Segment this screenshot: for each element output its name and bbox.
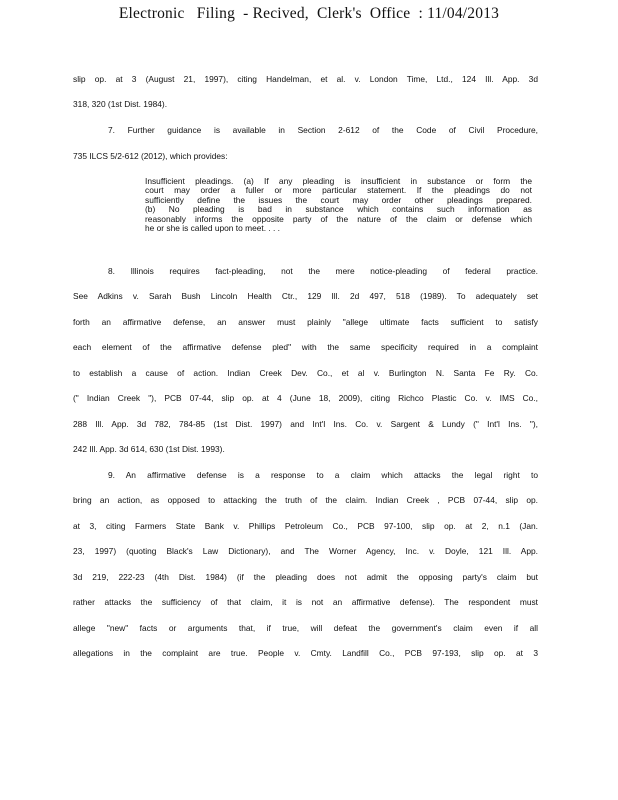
quote-line: court may order a fuller or more particular statement. If the pleadings do not bbox=[145, 185, 532, 196]
body-line: to establish a cause of action. Indian Creek Dev. Co., et al v. Burlington N. Santa Fe Ry. Co. bbox=[73, 368, 538, 378]
body-line: forth an affirmative defense, an answer must plainly "allege ultimate facts sufficient to satisfy bbox=[73, 317, 538, 327]
paragraph-8-start: 8. Illinois requires fact-pleading, not the mere notice-pleading of federal practice. bbox=[108, 266, 538, 276]
body-line: at 3, citing Farmers State Bank v. Phillips Petroleum Co., PCB 97-100, slip op. at 2, n.1 (Jan. bbox=[73, 521, 538, 531]
body-line: 288 Ill. App. 3d 782, 784-85 (1st Dist. 1997) and Int'l Ins. Co. v. Sargent & Lundy (" Int'l Ins. "), bbox=[73, 419, 538, 429]
body-line: bring an action, as opposed to attacking the truth of the claim. Indian Creek , PCB 07-44, slip op. bbox=[73, 495, 538, 505]
body-line: rather attacks the sufficiency of that claim, it is not an affirmative defense). The respondent must bbox=[73, 597, 538, 607]
body-line: (" Indian Creek "), PCB 07-44, slip op. at 4 (June 18, 2009), citing Richco Plastic Co. v. IMS Co., bbox=[73, 393, 538, 403]
quote-line: (b) No pleading is bad in substance which contains such information as bbox=[145, 204, 532, 215]
body-line: 242 Ill. App. 3d 614, 630 (1st Dist. 1993). bbox=[73, 444, 225, 454]
paragraph-9-start: 9. An affirmative defense is a response to a claim which attacks the legal right to bbox=[108, 470, 538, 480]
body-line: See Adkins v. Sarah Bush Lincoln Health Ctr., 129 Ill. 2d 497, 518 (1989). To adequately set bbox=[73, 291, 538, 301]
body-line: 318, 320 (1st Dist. 1984). bbox=[73, 99, 168, 109]
body-line: 3d 219, 222-23 (4th Dist. 1984) (if the pleading does not admit the opposing party's claim but bbox=[73, 572, 538, 582]
quote-line: sufficiently define the issues the court may order other pleadings prepared. bbox=[145, 194, 532, 205]
block-quote bbox=[145, 177, 532, 233]
paragraph-7-start: 7. Further guidance is available in Section 2-612 of the Code of Civil Procedure, bbox=[108, 125, 538, 135]
body-line: allege "new" facts or arguments that, if true, will defeat the government's claim even if all bbox=[73, 623, 538, 633]
quote-line: reasonably informs the opposite party of the nature of the claim or defense which bbox=[145, 213, 532, 224]
body-line: each element of the affirmative defense pled" with the same specificity required in a complaint bbox=[73, 342, 538, 352]
body-line: 23, 1997) (quoting Black's Law Dictionary), and The Worner Agency, Inc. v. Doyle, 121 Ill. App. bbox=[73, 546, 538, 556]
body-line: slip op. at 3 (August 21, 1997), citing Handelman, et al. v. London Time, Ltd., 124 Ill. App. 3d bbox=[73, 74, 538, 84]
quote-line: Insufficient pleadings. (a) If any pleading is insufficient in substance or form the bbox=[145, 176, 532, 186]
filing-header: Electronic Filing - Recived, Clerk's Office : 11/04/2013 bbox=[118, 5, 500, 22]
body-line: allegations in the complaint are true. People v. Cmty. Landfill Co., PCB 97-193, slip op. at 3 bbox=[73, 648, 538, 658]
body-line: 735 ILCS 5/2-612 (2012), which provides: bbox=[73, 151, 228, 161]
quote-line: he or she is called upon to meet. . . . bbox=[145, 223, 281, 234]
